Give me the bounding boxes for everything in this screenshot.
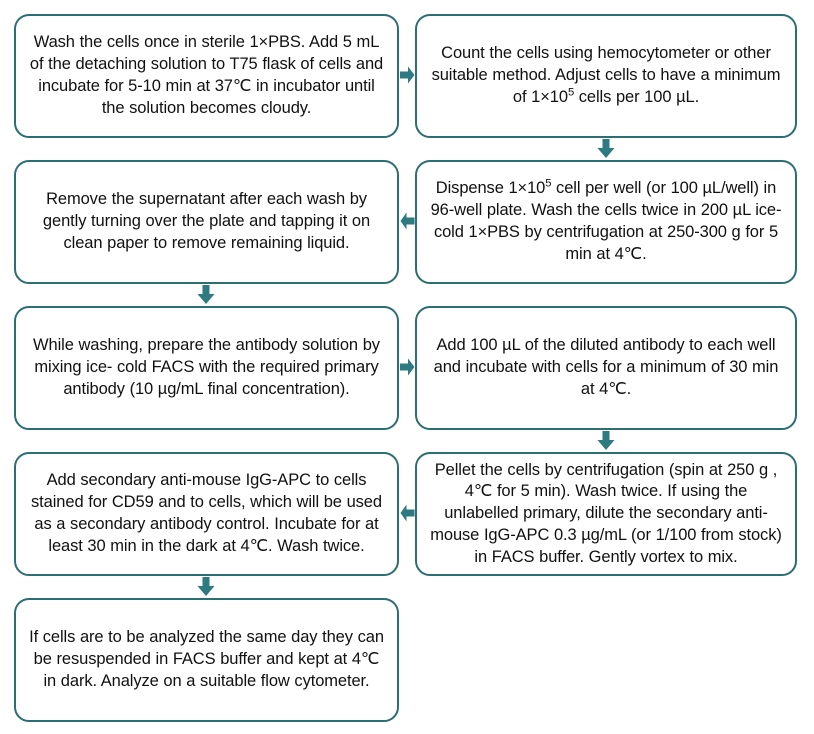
remove-supernatant-step — [14, 160, 399, 284]
detach-cells-step — [14, 14, 399, 138]
dispense-and-wash-step-label: Dispense $1\times 10^5$ cell per well (or 100 µL/well) in 96-well plate. Wash the cells twice in 200 µL ice-cold 1×PBS by centrifugation at 250-300 g for 5 min at 4℃. — [430, 177, 782, 263]
arrow-step2-to-step3 — [597, 139, 615, 159]
analyze-on-flow-cytometer-step-label: If cells are to be analyzed the same day they can be resuspended in FACS buffer and kept at 4℃ in dark. Analyze on a suitable flow cytometer. — [29, 628, 384, 690]
prepare-antibody-solution-step — [14, 306, 399, 430]
add-secondary-antibody-step — [14, 452, 399, 576]
analyze-on-flow-cytometer-step — [14, 598, 399, 722]
remove-supernatant-step-label: Remove the supernatant after each wash by gently turning over the plate and tapping it on clean paper to remove remaining liquid. — [42, 190, 371, 252]
pellet-cells-step — [415, 452, 797, 576]
add-secondary-antibody-step-label: Add secondary anti-mouse IgG-APC to cells stained for CD59 and to cells, which will be used as a secondary antibody control. Incubate for at least 30 min in the dark at 4℃. Wash twice. — [31, 471, 382, 555]
detach-cells-step-label: Wash the cells once in sterile 1×PBS. Add 5 mL of the detaching solution to T75 flask of cells and incubate for 5-10 min at 37℃ in incubator until the solution becomes cloudy. — [29, 33, 384, 117]
arrow-step3-to-step4 — [400, 212, 415, 230]
arrow-step8-to-step9 — [197, 577, 215, 597]
arrow-step6-to-step7 — [597, 431, 615, 451]
add-diluted-antibody-step — [415, 306, 797, 430]
arrow-step7-to-step8 — [400, 504, 415, 522]
add-diluted-antibody-step-label: Add 100 µL of the diluted antibody to each well and incubate with cells for a minimum of 30 min at 4℃. — [433, 336, 779, 398]
dispense-and-wash-step — [415, 160, 797, 284]
count-cells-step-label: Count the cells using hemocytometer or other suitable method. Adjust cells to have a minimum of $1\times 10^5$ cells per 100 µL. — [431, 44, 781, 106]
arrow-step4-to-step5 — [197, 285, 215, 305]
count-cells-step — [415, 14, 797, 138]
prepare-antibody-solution-step-label: While washing, prepare the antibody solution by mixing ice- cold FACS with the required primary antibody (10 µg/mL final concentration). — [33, 336, 380, 398]
arrow-step5-to-step6 — [400, 358, 415, 376]
pellet-cells-step-label: Pellet the cells by centrifugation (spin at 250 g , 4℃ for 5 min). Wash twice. If using the unlabelled primary, dilute the secondary anti-mouse IgG-APC 0.3 µg/mL (or 1/100 from stock) in FACS buffer. Gently vortex to mix. — [430, 460, 782, 566]
arrow-step1-to-step2 — [400, 66, 415, 84]
